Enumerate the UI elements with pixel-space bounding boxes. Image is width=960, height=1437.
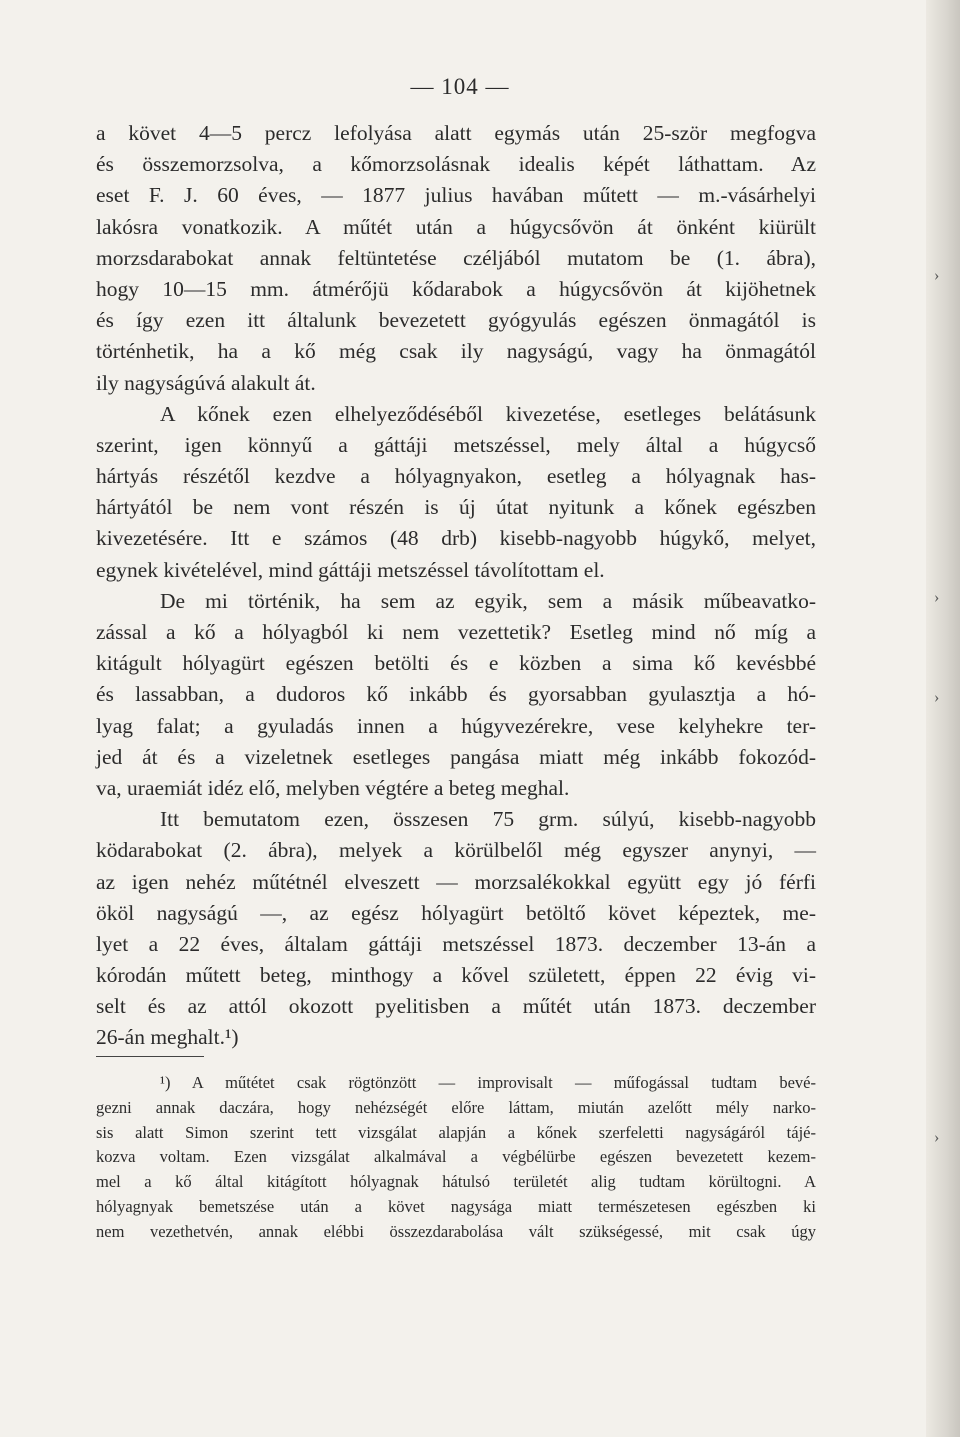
edge-mark: › (934, 589, 940, 606)
text-line: lyet a 22 éves, általam gáttáji metszéssel 1873. deczember 13-án a (96, 931, 816, 956)
text-line: és így ezen itt általunk bevezetett gyógyulás egészen önmagától is (96, 308, 816, 333)
text-line: A kőnek ezen elhelyeződéséből kivezetése, esetleges belátásunk (160, 401, 816, 426)
footnote-line: nem vezethetvén, annak elébbi összezdarabolása vált szükségessé, mit csak úgy (96, 1221, 816, 1241)
text-line: jed át és a vizeletnek esetleges pangása miatt még inkább fokozód- (96, 744, 816, 769)
text-line: kórodán műtett beteg, minthogy a kővel született, éppen 22 évig vi- (96, 963, 816, 988)
text-line: lakósra vonatkozik. A műtét után a húgycsővön át önként kiürült (96, 214, 816, 239)
text-line: ököl nagyságú —, az egész hólyagürt betöltő követ képeztek, me- (96, 900, 816, 925)
page-number: — 104 — (410, 74, 510, 99)
footnote-line: hólyagnyak bemetszése után a követ nagysága miatt természetesen egészben ki (96, 1196, 816, 1216)
text-line: a követ 4—5 percz lefolyása alatt egymás után 25-ször megfogva (96, 121, 816, 145)
text-line: történhetik, ha a kő még csak ily nagyságú, vagy ha önmagától (96, 339, 816, 364)
text-line: selt és az attól okozott pyelitisben a műtét után 1873. deczember (96, 994, 816, 1019)
text-line: hogy 10—15 mm. átmérőjü kődarabok a húgycsővön át kijöhetnek (96, 276, 816, 301)
text-line: lyag falat; a gyuladás innen a húgyvezérekre, vese kelyhekre ter- (96, 713, 816, 738)
edge-mark: › (934, 267, 940, 284)
text-line: De mi történik, ha sem az egyik, sem a másik műbeavatko- (160, 588, 816, 613)
text-line: eset F. J. 60 éves, — 1877 julius havában műtett — m.-vásárhelyi (96, 183, 816, 208)
edge-mark: › (934, 689, 940, 706)
text-line: szerint, igen könnyű a gáttáji metszéssel, mely által a húgycső (96, 432, 816, 457)
page-edge (926, 0, 960, 1437)
footnote-line: gezni annak daczára, hogy nehézségét előre láttam, miután azelőtt mély narko- (96, 1097, 816, 1117)
text-line: va, uraemiát idéz elő, melyben végtére a beteg meghal. (96, 775, 570, 800)
text-line: ily nagyságúvá alakult át. (96, 370, 316, 395)
text-line: az igen nehéz műtétnél elveszett — morzsalékokkal együtt egy jó férfi (96, 869, 816, 894)
text-line: kivezetésére. Itt e számos (48 drb) kisebb-nagyobb húgykő, melyet, (96, 526, 816, 551)
footnote-line: sis alatt Simon szerint tett vizsgálat alapján a kőnek szerfeletti nagyságáról tájé- (96, 1122, 816, 1142)
footnote-line: mel a kő által kitágított hólyagnak hátulsó területét alig tudtam körültogni. A (96, 1172, 816, 1192)
text-line: és lassabban, a dudoros kő inkább és gyorsabban gyulasztja a hó- (96, 682, 816, 707)
edge-mark: › (934, 1129, 940, 1146)
text-line: 26-án meghalt.¹) (96, 1025, 239, 1050)
text-line: morzsdarabokat annak feltüntetése czéljából mutatom be (1. ábra), (96, 245, 816, 270)
text-line: zással a kő a hólyagból ki nem vezettetik? Esetleg mind nő míg a (96, 620, 816, 644)
footnote-divider (96, 1056, 204, 1057)
text-line: és összemorzsolva, a kőmorzsolásnak idealis képét láthattam. Az (96, 152, 816, 177)
text-line: hártyás részétől kezdve a hólyagnyakon, esetleg a hólyagnak has- (96, 464, 816, 489)
text-line: Itt bemutatom ezen, összesen 75 grm. súlyú, kisebb-nagyobb (160, 807, 816, 832)
body-text (96, 118, 816, 1054)
text-line: kitágult hólyagürt egészen betölti és e közben a sima kő kevésbbé (96, 651, 816, 676)
footnote-line: kozva voltam. Ezen vizsgálat alkalmával a végbélürbe egészen bevezetett kezem- (96, 1147, 816, 1167)
text-line: hártyától be nem vont részén is új útat nyitunk a kőnek egészben (96, 495, 816, 520)
footnotes (96, 1071, 816, 1245)
text-line: ködarabokat (2. ábra), melyek a körülbelől még egyszer anynyi, — (96, 838, 816, 863)
text-line: egynek kivételével, mind gáttáji metszéssel távolítottam el. (96, 557, 605, 582)
footnote-line: ¹) A műtétet csak rögtönzött — improvisalt — műfogással tudtam bevé- (160, 1073, 816, 1092)
